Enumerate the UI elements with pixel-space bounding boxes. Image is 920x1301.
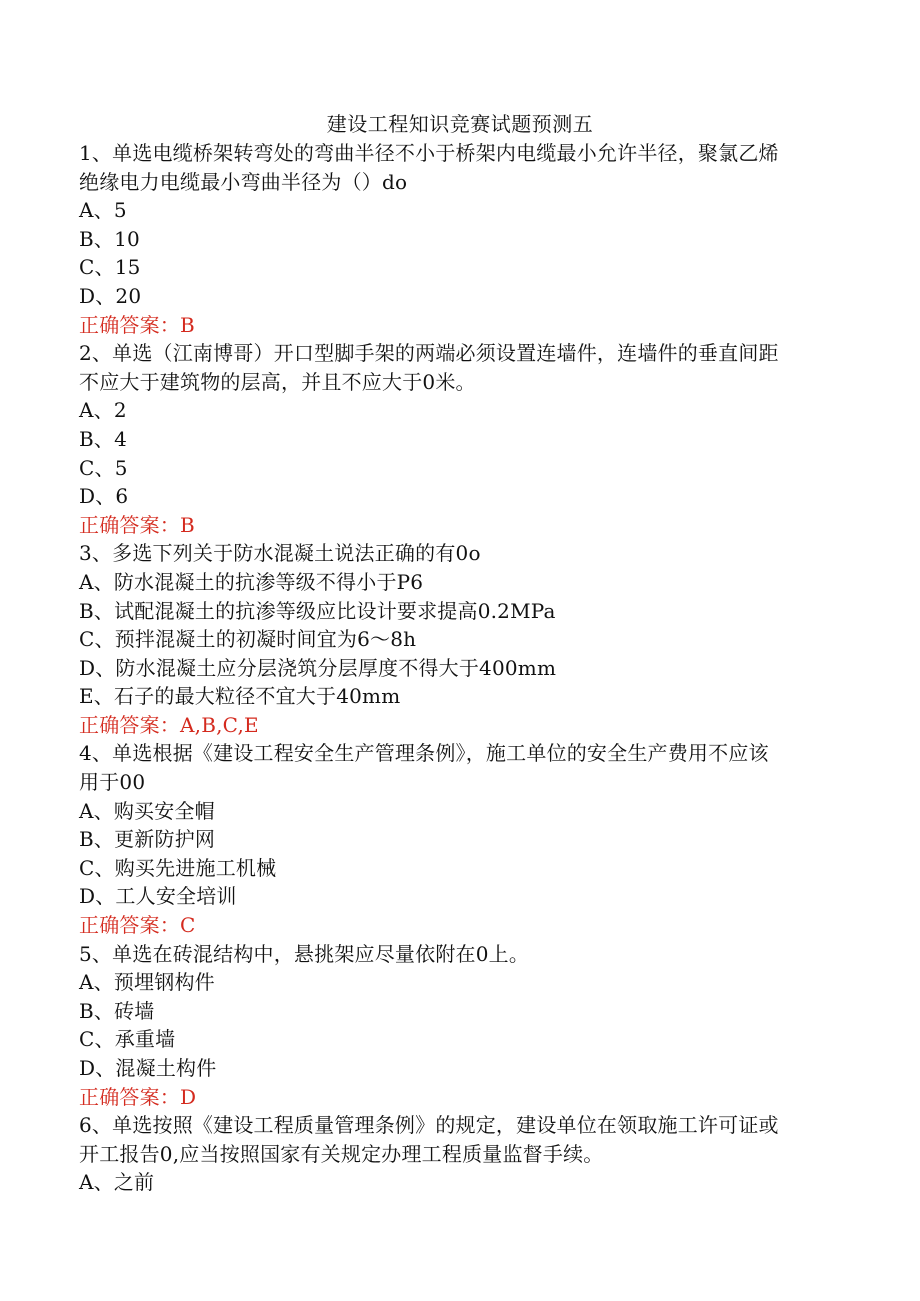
correct-answer: 正确答案：C [79, 913, 196, 938]
option-d: D、工人安全培训 [79, 884, 237, 909]
option-c: C、5 [79, 455, 128, 480]
question-text: 1、单选电缆桥架转弯处的弯曲半径不小于桥架内电缆最小允许半径，聚氯乙烯 [79, 141, 779, 165]
option-a: A、预埋钢构件 [79, 970, 215, 995]
document-title: 建设工程知识竞赛试题预测五 [326, 112, 594, 136]
question-2 [79, 339, 831, 539]
question-text: 绝缘电力电缆最小弯曲半径为（）do [79, 169, 408, 194]
question-text: 5、单选在砖混结构中，悬挑架应尽量依附在0上。 [79, 941, 530, 966]
question-text: 6、单选按照《建设工程质量管理条例》的规定，建设单位在领取施工许可证或 [79, 1113, 779, 1138]
option-d: D、防水混凝土应分层浇筑分层厚度不得大于400mm [79, 655, 557, 680]
question-6 [79, 1111, 831, 1197]
option-b: B、10 [79, 226, 140, 251]
question-4 [79, 739, 831, 939]
option-d: D、6 [79, 484, 129, 509]
correct-answer: 正确答案：A,B,C,E [79, 712, 259, 737]
option-e: E、石子的最大粒径不宜大于40mm [79, 684, 401, 709]
option-c: C、承重墙 [79, 1027, 176, 1052]
option-c: C、15 [79, 255, 141, 280]
question-text: 开工报告0,应当按照国家有关规定办理工程质量监督手续。 [79, 1141, 604, 1166]
option-d: D、20 [79, 283, 142, 308]
option-a: A、防水混凝土的抗渗等级不得小于P6 [79, 569, 424, 594]
option-b: B、试配混凝土的抗渗等级应比设计要求提高0.2MPa [79, 598, 556, 623]
option-b: B、4 [79, 426, 128, 451]
option-c: C、购买先进施工机械 [79, 855, 277, 880]
question-text: 4、单选根据《建设工程安全生产管理条例》，施工单位的安全生产费用不应该 [79, 741, 769, 766]
option-a: A、之前 [79, 1170, 155, 1195]
question-list [79, 139, 831, 1197]
option-b: B、更新防护网 [79, 827, 216, 852]
question-3 [79, 539, 831, 739]
question-text: 3、多选下列关于防水混凝土说法正确的有0o [79, 541, 481, 566]
correct-answer: 正确答案：B [79, 512, 195, 537]
option-c: C、预拌混凝土的初凝时间宜为6～8h [79, 627, 417, 652]
question-text: 用于00 [79, 770, 146, 795]
question-1 [79, 139, 831, 339]
correct-answer: 正确答案：D [79, 1084, 197, 1109]
option-a: A、购买安全帽 [79, 798, 215, 823]
option-d: D、混凝土构件 [79, 1056, 217, 1080]
question-text: 2、单选（江南博哥）开口型脚手架的两端必须设置连墙件，连墙件的垂直间距 [79, 341, 779, 366]
question-5 [79, 940, 831, 1112]
question-text: 不应大于建筑物的层高，并且不应大于0米。 [79, 369, 476, 394]
option-a: A、5 [79, 198, 127, 223]
option-b: B、砖墙 [79, 998, 155, 1023]
option-a: A、2 [79, 398, 127, 423]
correct-answer: 正确答案：B [79, 312, 195, 337]
